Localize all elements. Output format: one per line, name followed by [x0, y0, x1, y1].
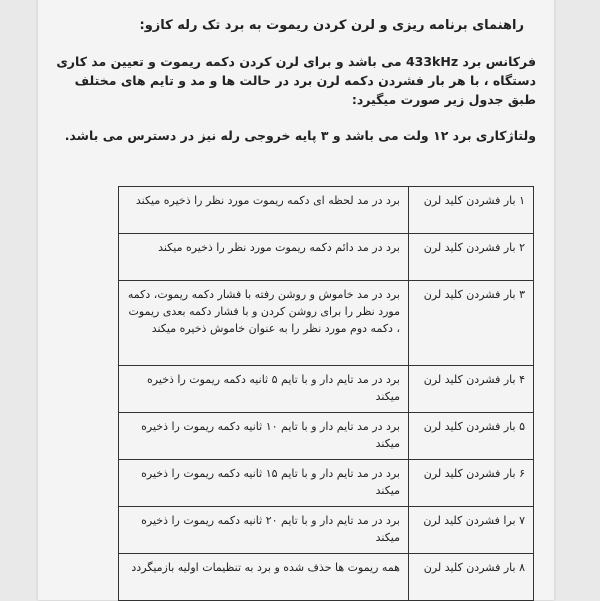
document-title: راهنمای برنامه ریزی و لرن کردن ریموت به برد تک رله کازو:	[139, 18, 524, 33]
press-count-cell: ۳ بار فشردن کلید لرن	[409, 281, 534, 366]
press-count-cell: ۵ بار فشردن کلید لرن	[409, 413, 534, 460]
mode-description-cell: برد در مد تایم دار و با تایم ۵ ثانیه دکمه ریموت را ذخیره میکند	[119, 366, 409, 413]
press-count-cell: ۲ بار فشردن کلید لرن	[409, 234, 534, 281]
mode-description-cell: برد در مد لحظه ای دکمه ریموت مورد نظر را ذخیره میکند	[119, 187, 409, 234]
mode-description-cell: همه ریموت ها حذف شده و برد به تنظیمات اولیه بازمیگردد	[119, 554, 409, 601]
mode-description-cell: برد در مد تایم دار و با تایم ۱۰ ثانیه دکمه ریموت را ذخیره میکند	[119, 413, 409, 460]
mode-description-cell: برد در مد تایم دار و با تایم ۱۵ ثانیه دکمه ریموت را ذخیره میکند	[119, 460, 409, 507]
mode-description-cell: برد در مد تایم دار و با تایم ۲۰ ثانیه دکمه ریموت را ذخیره میکند	[119, 507, 409, 554]
voltage-note: ولتاژکاری برد ۱۲ ولت می باشد و ۳ پایه خروجی رله نیز در دسترس می باشد.	[64, 128, 536, 143]
table-row	[119, 460, 534, 507]
press-count-cell: ۷ برا فشردن کلید لرن	[409, 507, 534, 554]
press-count-cell: ۴ بار فشردن کلید لرن	[409, 366, 534, 413]
table-row	[119, 366, 534, 413]
table-row	[119, 187, 534, 234]
table-row	[119, 234, 534, 281]
mode-description-cell: برد در مد خاموش و روشن رفته با فشار دکمه ریموت، دکمه مورد نظر را برای روشن کردن و با فشار دکمه بعدی ریموت ، دکمه دوم مورد نظر را به عنوان خاموش ذخیره میکند	[119, 281, 409, 366]
table-row	[119, 281, 534, 366]
press-count-cell: ۶ بار فشردن کلید لرن	[409, 460, 534, 507]
learn-modes-table	[118, 186, 534, 601]
mode-description-cell: برد در مد دائم دکمه ریموت مورد نظر را ذخیره میکند	[119, 234, 409, 281]
table-row	[119, 507, 534, 554]
table-row	[119, 413, 534, 460]
intro-paragraph: فرکانس برد 433kHz می باشد و برای لرن کردن دکمه ریموت و تعیین مد کاری دستگاه ، با هر بار فشردن دکمه لرن برد در حالت ها و مد و تایم های مختلف طبق جدول زیر صورت میگیرد:	[56, 54, 536, 107]
press-count-cell: ۱ بار فشردن کلید لرن	[409, 187, 534, 234]
press-count-cell: ۸ بار فشردن کلید لرن	[409, 554, 534, 601]
table-row	[119, 554, 534, 601]
